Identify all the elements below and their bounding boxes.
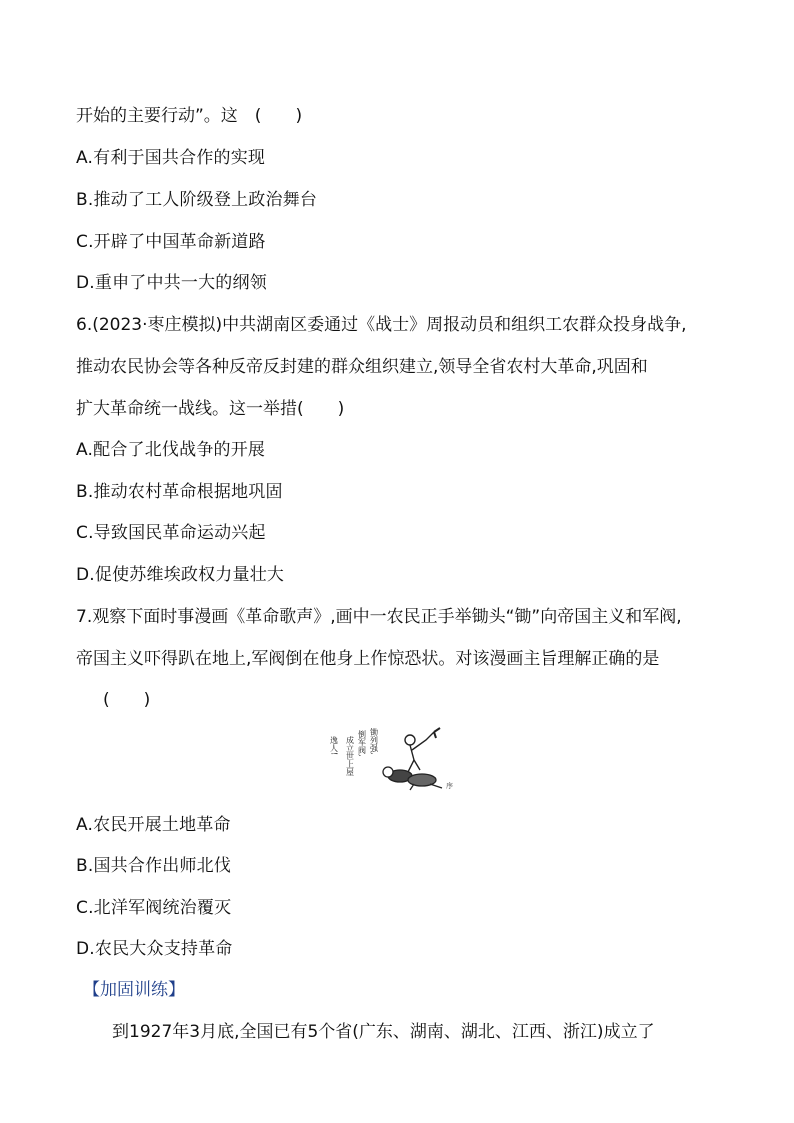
q6-option-d[interactable]: D.促使苏维埃政权力量壮大 [76, 565, 285, 585]
q7-stem-line-2: 帝国主义吓得趴在地上,军阀倒在他身上作惊恐状。对该漫画主旨理解正确的是 [76, 649, 660, 669]
cartoon-calligraphy-4: 逸人! [330, 736, 339, 756]
reinforce-heading: 【加固训练】 [83, 980, 185, 1000]
cartoon-calligraphy-1: 锄列强, [369, 728, 379, 755]
q7-stem-line-1: 7.观察下面时事漫画《革命歌声》,画中一农民正手举锄头“锄”向帝国主义和军阀, [76, 607, 682, 627]
q6-option-a[interactable]: A.配合了北伐战争的开展 [76, 440, 266, 460]
q6-stem-line-1: 6.(2023·枣庄模拟)中共湖南区委通过《战士》周报动员和组织工农群众投身战争, [76, 315, 687, 335]
cartoon-calligraphy-3: 成立世上屋 [345, 736, 355, 776]
q5-option-d[interactable]: D.重申了中共一大的纲领 [76, 273, 267, 293]
q7-option-d[interactable]: D.农民大众支持革命 [76, 939, 233, 959]
q6-option-b[interactable]: B.推动农村革命根据地巩固 [76, 482, 283, 502]
revolution-song-cartoon [330, 726, 460, 792]
cartoon-calligraphy-2: 倒军阀, [357, 730, 367, 757]
q7-answer-blank: ( ) [103, 690, 151, 710]
q7-option-c[interactable]: C.北洋军阀统治覆灭 [76, 898, 232, 918]
svg-text:序: 序 [446, 782, 453, 790]
peasant-figure [400, 728, 440, 776]
q5-option-b[interactable]: B.推动了工人阶级登上政治舞台 [76, 190, 318, 210]
reinforce-paragraph: 到1927年3月底,全国已有5个省(广东、湖南、湖北、江西、浙江)成立了 [112, 1022, 655, 1042]
q6-stem-line-2: 推动农民协会等各种反帝反封建的群众组织建立,领导全省农村大革命,巩固和 [76, 357, 648, 377]
q5-stem-tail: 开始的主要行动”。这 ( ) [76, 106, 303, 126]
fallen-figures [383, 767, 442, 790]
q7-option-a[interactable]: A.农民开展土地革命 [76, 815, 231, 835]
q6-stem-line-3: 扩大革命统一战线。这一举措( ) [76, 399, 345, 419]
q6-option-c[interactable]: C.导致国民革命运动兴起 [76, 523, 266, 543]
q5-option-a[interactable]: A.有利于国共合作的实现 [76, 148, 266, 168]
q7-option-b[interactable]: B.国共合作出师北伐 [76, 856, 232, 876]
q5-option-c[interactable]: C.开辟了中国革命新道路 [76, 232, 266, 252]
